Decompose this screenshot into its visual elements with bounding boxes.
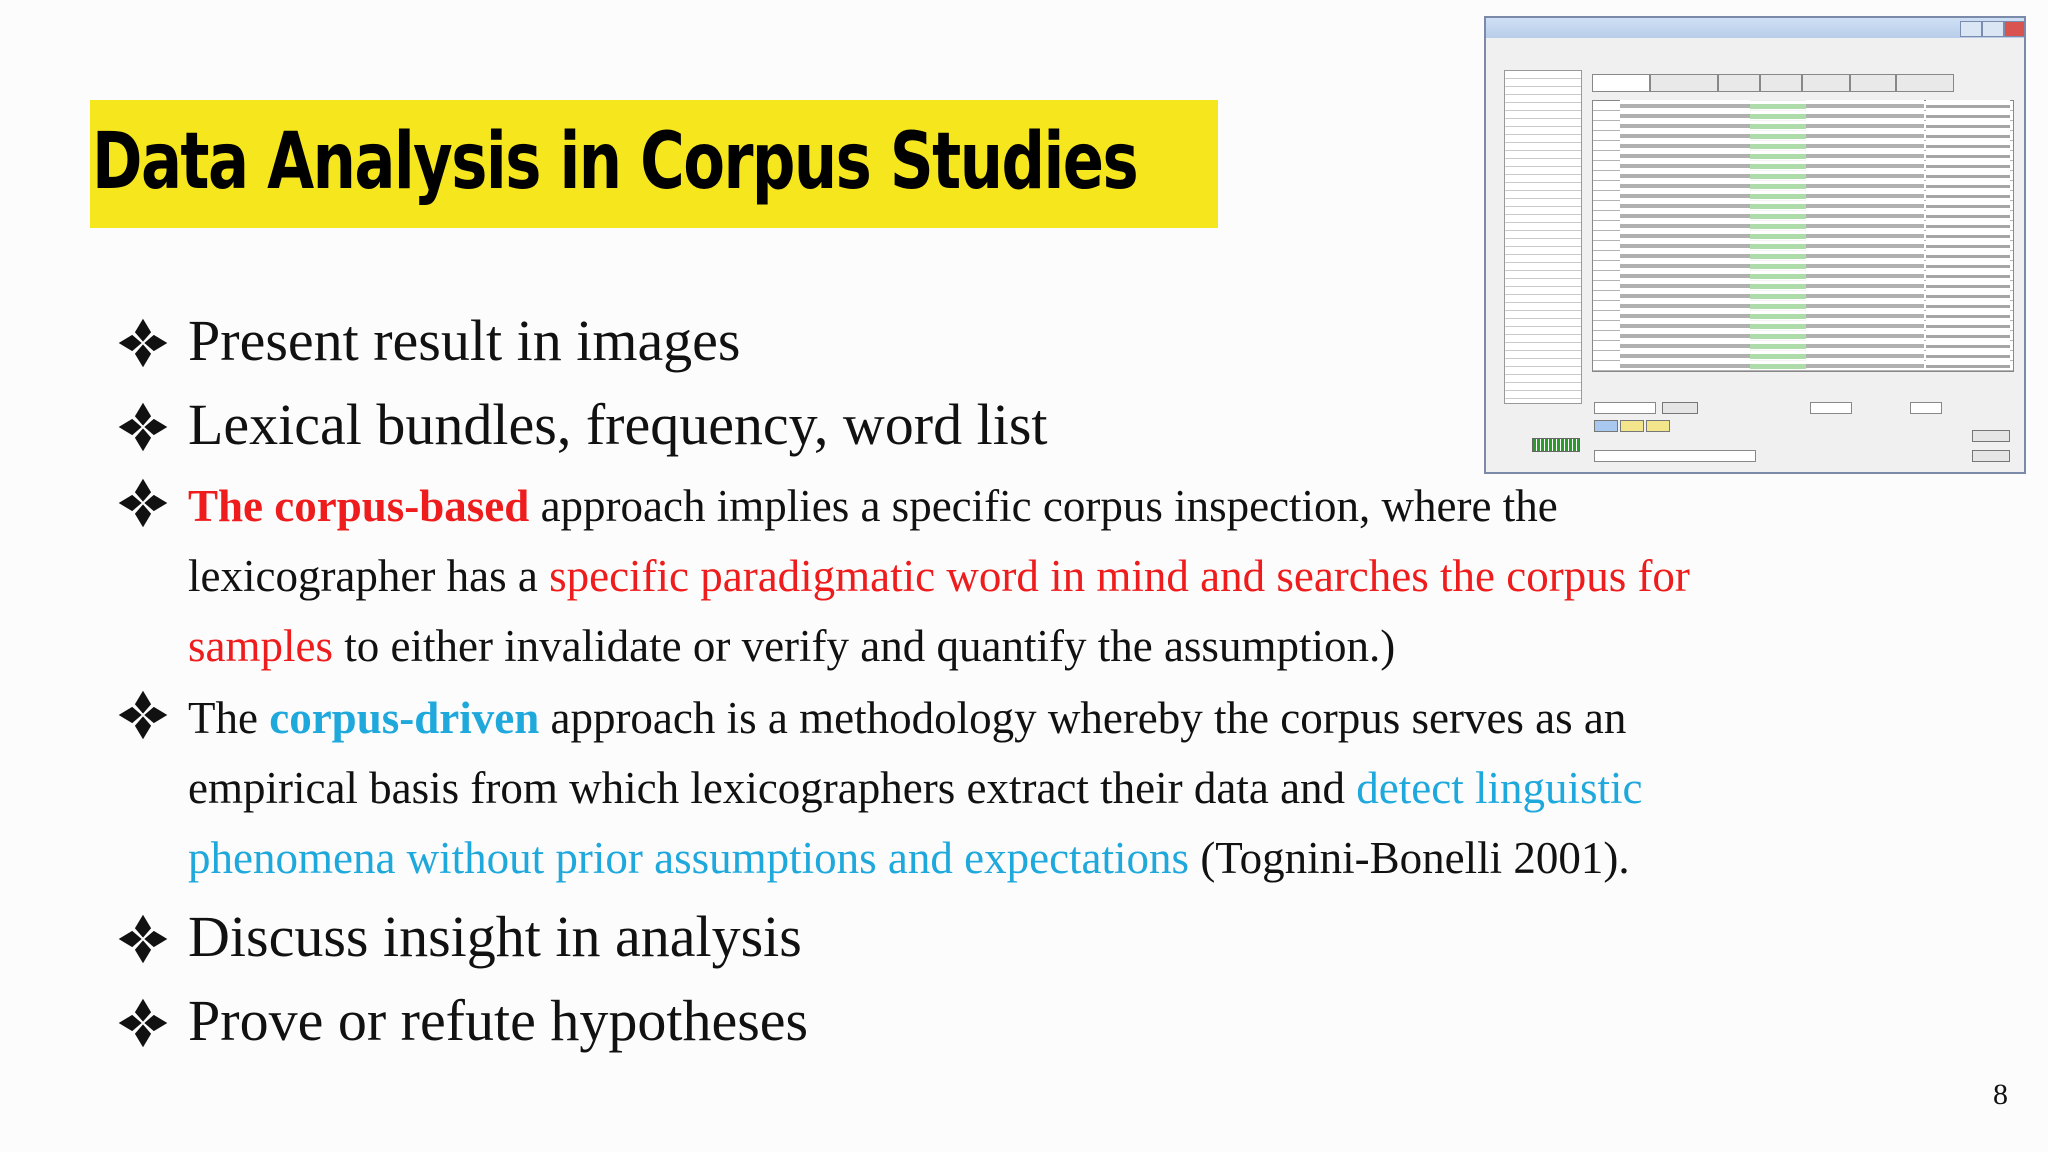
- bullet-text: Lexical bundles, frequency, word list: [188, 392, 1048, 457]
- search-controls: [1592, 378, 2012, 468]
- corpus-driven-line-3: phenomena without prior assumptions and expectations (Tognini-Bonelli 2001).: [188, 833, 1630, 883]
- files-progress-bar: [1532, 438, 1580, 452]
- corpus-driven-line-1: The corpus-driven approach is a methodology whereby the corpus serves as an: [188, 693, 1627, 743]
- corpus-based-line-2: lexicographer has a specific paradigmatic word in mind and searches the corpus for: [188, 551, 1690, 601]
- concordance-file-column: [1926, 100, 2010, 370]
- bullet-icon: [116, 996, 170, 1050]
- screenshot-menubar: [1486, 40, 2024, 56]
- corpus-based-line-1: The corpus-based approach implies a specific corpus inspection, where the: [188, 481, 1558, 531]
- corpus-driven-line-2: empirical basis from which lexicographers extract their data and detect linguistic: [188, 763, 1643, 813]
- bullet-icon: [116, 912, 170, 966]
- maximize-icon: [1982, 21, 2004, 37]
- bullet-icon: [116, 688, 170, 742]
- corpus-driven-term: corpus-driven: [269, 693, 540, 743]
- corpus-based-line-3: samples to either invalidate or verify and quantify the assumption.): [188, 621, 1396, 671]
- software-screenshot-image: [1484, 16, 2026, 474]
- bullet-icon: [116, 476, 170, 530]
- bullet-text: Discuss insight in analysis: [188, 904, 802, 969]
- concordance-left-context: [1620, 100, 1750, 370]
- minimize-icon: [1960, 21, 1982, 37]
- screenshot-titlebar: [1486, 18, 2024, 38]
- concordance-right-context: [1806, 100, 1924, 370]
- close-icon: [2004, 21, 2026, 37]
- bullet-icon: [116, 400, 170, 454]
- bullet-text: Prove or refute hypotheses: [188, 988, 809, 1053]
- page-number: 8: [1993, 1078, 2008, 1111]
- concordance-keyword-column: [1750, 100, 1806, 370]
- slide-title: Data Analysis in Corpus Studies: [92, 117, 1138, 207]
- bullet-icon: [116, 316, 170, 370]
- corpus-based-term: The corpus-based: [188, 481, 530, 531]
- bullet-text: Present result in images: [188, 308, 741, 373]
- corpus-files-list: [1504, 70, 1582, 404]
- screenshot-tabs: [1592, 74, 2012, 92]
